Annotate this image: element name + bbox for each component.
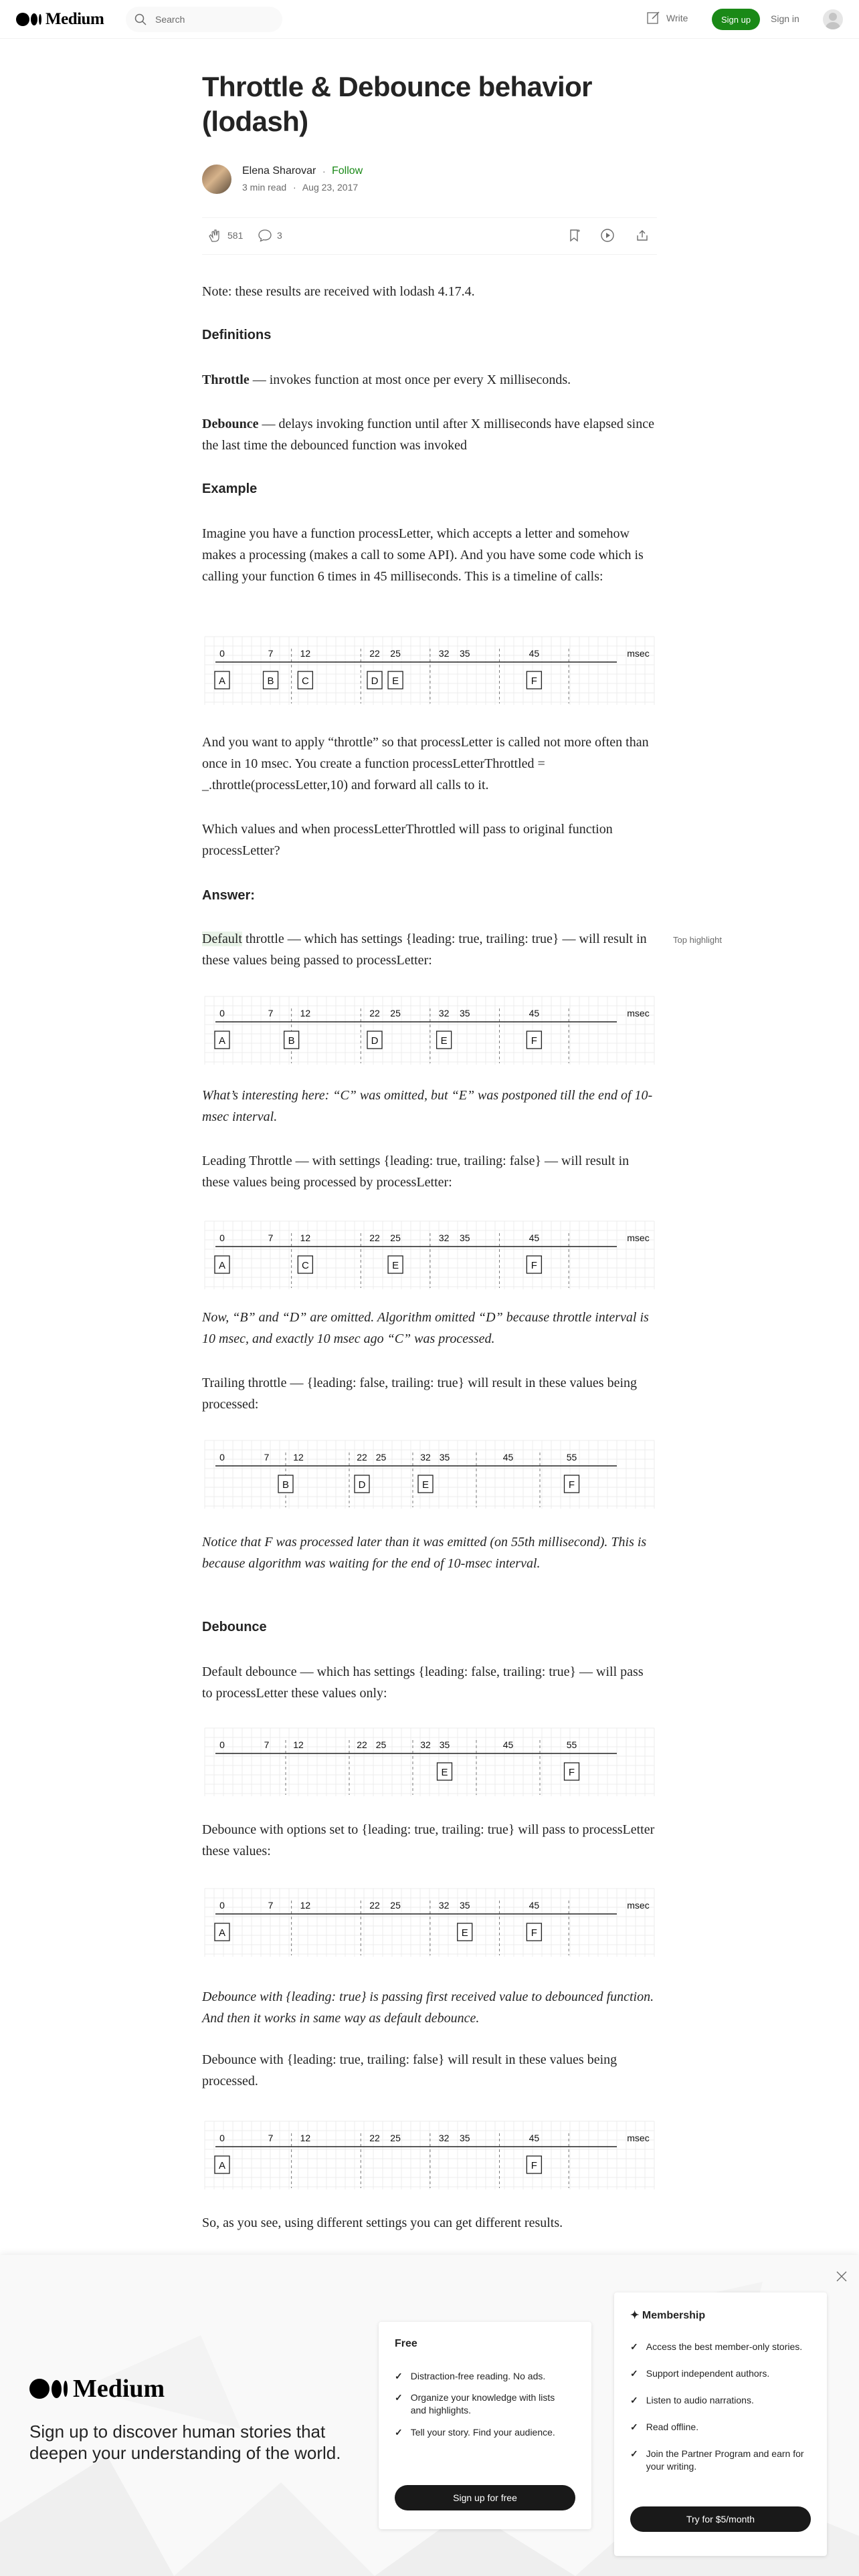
debounce-leading-only-paragraph: Debounce with {leading: true, trailing: false} will result in these values being processed. (202, 2052, 617, 2088)
default-throttle-text: throttle — which has settings {leading: true, trailing: true} — will result in these values being passed to processLetter: (202, 932, 647, 968)
tick-label: 22 (369, 1900, 380, 1911)
tick-label: 0 (219, 2133, 225, 2143)
tick-label: 45 (529, 648, 540, 659)
membership-feature: ✓ Join the Partner Program and earn for your writing. (630, 2448, 804, 2472)
membership-feature: ✓ Access the best member-only stories. (630, 2341, 803, 2352)
tick-label: 0 (219, 1900, 225, 1911)
search-input[interactable] (154, 13, 270, 25)
check-icon: ✓ (630, 2448, 638, 2459)
grid (205, 1221, 654, 1289)
interesting-paragraph: What’s interesting here: “C” was omitted, but “E” was postponed till the end of 10-msec interval. (202, 1088, 653, 1124)
separator-dot: · (322, 166, 326, 177)
membership-title: ✦ Membership (630, 2310, 706, 2321)
grid (205, 996, 654, 1065)
call-letter: E (421, 1479, 430, 1491)
follow-button[interactable]: Follow (332, 165, 363, 177)
share-icon (634, 227, 650, 243)
call-letter: A (218, 1927, 226, 1939)
notice-paragraph: Notice that F was processed later than it was emitted (on 55th millisecond). This is because algorithm was waiting for the end of 10-msec interval. (202, 1535, 647, 1571)
tick-label: 25 (390, 1008, 401, 1018)
tick-label: 7 (264, 1739, 270, 1750)
highlighted-word[interactable]: Default (202, 932, 242, 946)
call-letter: B (267, 675, 274, 687)
free-feature: ✓ Organize your knowledge with lists and highlights. (395, 2392, 555, 2416)
medium-logo-icon (29, 2379, 68, 2399)
write-button[interactable] (646, 11, 688, 25)
tick-label: 22 (369, 1232, 380, 1243)
tick-label: 12 (300, 1232, 311, 1243)
star-icon: ✦ (630, 2310, 640, 2321)
tick-label: 35 (459, 1232, 470, 1243)
check-icon: ✓ (395, 2427, 403, 2438)
tick-label: 25 (375, 1739, 387, 1750)
membership-feature: ✓ Support independent authors. (630, 2368, 770, 2379)
heading-debounce: Debounce (202, 1620, 267, 1634)
call-letter: C (301, 675, 309, 687)
tick-label: 7 (268, 1900, 274, 1911)
call-letter: D (371, 675, 379, 687)
heading-definitions: Definitions (202, 328, 272, 342)
timeline-diagram-default-throttle (202, 994, 657, 1067)
tick-label: 0 (219, 648, 225, 659)
tick-label: 22 (357, 1452, 367, 1463)
question-paragraph: Which values and when processLetterThrottled will pass to original function processLetter? (202, 822, 613, 858)
tick-label: 35 (459, 2133, 470, 2143)
author-avatar[interactable] (202, 165, 231, 194)
overlay-tagline: Sign up to discover human stories that deepen your understanding of the world. (29, 2422, 341, 2463)
tick-label: 12 (300, 1008, 311, 1018)
tick-label: 55 (566, 1739, 577, 1750)
call-letter: E (392, 1260, 399, 1271)
example-paragraph: Imagine you have a function processLetter, which accepts a letter and somehow makes a processing (makes a call to some API). And you have some code which is calling your function 6 times in 45 milliseconds. This is a timeline of calls: (202, 526, 644, 584)
clap-button[interactable] (207, 227, 243, 243)
tick-label: 0 (219, 1232, 225, 1243)
call-letter: F (531, 1927, 537, 1939)
tick-label: 7 (268, 2133, 274, 2143)
tick-label: 32 (438, 1008, 450, 1018)
call-letter: E (440, 1035, 448, 1047)
call-letter: F (531, 1260, 537, 1271)
tick-label: 25 (375, 1452, 387, 1463)
call-letter: E (441, 1767, 448, 1778)
tick-label: 45 (529, 2133, 540, 2143)
debounce-def-text: — delays invoking function until after X milliseconds have elapsed since the last time the debounced function was invoked (202, 417, 654, 453)
grid (205, 637, 654, 705)
tick-label: 25 (390, 648, 401, 659)
tick-label: 22 (369, 648, 380, 659)
call-letter: A (218, 1260, 226, 1271)
default-throttle-paragraph (202, 928, 657, 971)
medium-logo-icon (16, 13, 41, 26)
grid (205, 2121, 654, 2189)
publish-date: Aug 23, 2017 (302, 182, 359, 193)
tick-label: 12 (300, 2133, 311, 2143)
tick-label: 12 (293, 1452, 304, 1463)
tick-label: 45 (529, 1008, 540, 1018)
signup-button[interactable]: Sign up (712, 9, 760, 30)
top-navigation (0, 0, 859, 39)
free-plan-card (379, 2322, 591, 2529)
unit-label: msec (627, 1900, 650, 1911)
tick-label: 25 (390, 1900, 401, 1911)
call-letter: D (371, 1035, 379, 1047)
tick-label: 55 (566, 1452, 577, 1463)
top-highlight-label: Top highlight (673, 935, 722, 945)
signin-link[interactable]: Sign in (771, 13, 799, 24)
tick-label: 25 (390, 1232, 401, 1243)
call-letter: C (301, 1260, 309, 1271)
call-letter: F (568, 1767, 575, 1778)
tick-label: 32 (438, 648, 450, 659)
responses-button[interactable] (257, 227, 282, 243)
bookmark-icon (566, 227, 582, 243)
tick-label: 45 (529, 1232, 540, 1243)
tick-label: 35 (459, 648, 470, 659)
tick-label: 7 (268, 1232, 274, 1243)
check-icon: ✓ (630, 2422, 638, 2432)
debounce-term: Debounce (202, 417, 259, 431)
timeline-diagram-leading-throttle (202, 1218, 657, 1292)
membership-button[interactable]: Try for $5/month (630, 2506, 811, 2532)
tick-label: 22 (369, 1008, 380, 1018)
tick-label: 45 (502, 1739, 514, 1750)
throttle-def-text: — invokes function at most once per every X milliseconds. (249, 372, 571, 387)
tick-label: 22 (369, 2133, 380, 2143)
apply-paragraph: And you want to apply “throttle” so that processLetter is called not more often than once in 10 msec. You create a function processLetterThrottled = _.throttle(processLetter,10) and forward all calls to it. (202, 735, 649, 792)
free-feature: ✓ Distraction-free reading. No ads. (395, 2371, 546, 2381)
author-name[interactable]: Elena Sharovar (242, 165, 316, 177)
timeline-diagram-default-debounce (202, 1725, 657, 1799)
clap-count: 581 (227, 230, 244, 241)
bookmark-button[interactable] (566, 227, 582, 243)
tick-label: 12 (300, 1900, 311, 1911)
timeline-diagram-trailing-throttle (202, 1438, 657, 1511)
tick-label: 35 (439, 1452, 450, 1463)
call-letter: E (392, 675, 399, 687)
write-icon (646, 11, 661, 25)
play-icon (599, 227, 615, 243)
tick-label: 35 (439, 1739, 450, 1750)
free-plan-title: Free (395, 2338, 417, 2349)
overlay-logo-text: Medium (73, 2375, 165, 2403)
grid (205, 1728, 654, 1796)
check-icon: ✓ (630, 2395, 638, 2405)
check-icon: ✓ (395, 2392, 403, 2403)
tick-label: 32 (420, 1452, 431, 1463)
tick-label: 32 (438, 2133, 450, 2143)
tick-label: 0 (219, 1452, 225, 1463)
read-time: 3 min read (242, 182, 287, 193)
tick-label: 12 (293, 1739, 304, 1750)
separator-dot: · (293, 182, 296, 193)
unit-label: msec (627, 1232, 650, 1243)
membership-feature: ✓ Read offline. (630, 2422, 699, 2432)
note-paragraph: Note: these results are received with lodash 4.17.4. (202, 284, 475, 299)
check-icon: ✓ (630, 2368, 638, 2379)
tick-label: 7 (268, 1008, 274, 1018)
check-icon: ✓ (395, 2371, 403, 2381)
throttle-definition (202, 369, 657, 391)
share-button[interactable] (634, 227, 650, 243)
clap-icon (207, 227, 223, 243)
signup-free-button[interactable]: Sign up for free (395, 2485, 575, 2510)
trailing-throttle-paragraph: Trailing throttle — {leading: false, trailing: true} will result in these values being processed: (202, 1376, 637, 1412)
tick-label: 45 (502, 1452, 514, 1463)
omitted-paragraph: Now, “B” and “D” are omitted. Algorithm omitted “D” because throttle interval is 10 msec, and exactly 10 msec ago “C” was processed. (202, 1310, 649, 1346)
timeline-diagram-debounce-leading-trailing (202, 1886, 657, 1959)
tick-label: 0 (219, 1739, 225, 1750)
write-label: Write (666, 13, 688, 23)
article-meta (242, 182, 358, 193)
call-letter: B (282, 1479, 290, 1491)
call-letter: A (218, 2160, 226, 2171)
call-letter: B (288, 1035, 295, 1047)
leading-throttle-paragraph: Leading Throttle — with settings {leading: true, trailing: false} — will result in these values being processed by processLetter: (202, 1154, 630, 1190)
call-letter: A (218, 675, 226, 687)
tick-label: 0 (219, 1008, 225, 1018)
membership-plan-card (614, 2292, 827, 2556)
debounce-options-paragraph: Debounce with options set to {leading: true, trailing: true} will pass to processLetter these values: (202, 1822, 655, 1858)
logo-text: Medium (45, 10, 104, 28)
debounce-definition (202, 413, 657, 456)
heading-example: Example (202, 481, 258, 496)
call-letter: F (531, 2160, 537, 2171)
medium-logo[interactable] (16, 9, 104, 29)
call-letter: D (358, 1479, 366, 1491)
signup-overlay (0, 2255, 859, 2576)
call-letter: F (568, 1479, 575, 1491)
check-icon: ✓ (630, 2341, 638, 2352)
comment-icon (257, 227, 273, 243)
call-letter: F (531, 1035, 537, 1047)
tick-label: 32 (420, 1739, 431, 1750)
search-icon (134, 13, 147, 26)
conclusion-paragraph: So, as you see, using different settings you can get different results. (202, 2216, 563, 2230)
author-info (202, 163, 657, 195)
tick-label: 25 (390, 2133, 401, 2143)
unit-label: msec (627, 1008, 650, 1018)
tick-label: 35 (459, 1900, 470, 1911)
call-letter: E (461, 1927, 468, 1939)
free-feature: ✓ Tell your story. Find your audience. (395, 2427, 555, 2438)
tick-label: 7 (268, 648, 274, 659)
response-count: 3 (277, 230, 282, 241)
user-avatar-icon[interactable] (823, 9, 843, 29)
call-letter: F (531, 675, 537, 687)
tick-label: 7 (264, 1452, 270, 1463)
action-bar (202, 217, 657, 255)
heading-answer: Answer: (202, 888, 255, 903)
debounce-leading-note: Debounce with {leading: true} is passing first received value to debounced function. And then it works in same way as default debounce. (202, 1990, 654, 2026)
tick-label: 35 (459, 1008, 470, 1018)
unit-label: msec (627, 648, 650, 659)
tick-label: 32 (438, 1232, 450, 1243)
tick-label: 45 (529, 1900, 540, 1911)
tick-label: 32 (438, 1900, 450, 1911)
article-title: Throttle & Debounce behavior (lodash) (202, 71, 592, 137)
close-icon[interactable] (834, 2268, 850, 2284)
listen-button[interactable] (599, 227, 615, 243)
membership-feature: ✓ Listen to audio narrations. (630, 2395, 754, 2405)
overlay-medium-logo (29, 2374, 165, 2403)
call-letter: A (218, 1035, 226, 1047)
grid (205, 1889, 654, 1957)
unit-label: msec (627, 2133, 650, 2143)
search-bar[interactable] (126, 7, 282, 32)
timeline-diagram-debounce-leading-only (202, 2119, 657, 2192)
timeline-diagram-calls (202, 634, 657, 708)
throttle-term: Throttle (202, 372, 250, 387)
tick-label: 12 (300, 648, 311, 659)
default-debounce-paragraph: Default debounce — which has settings {leading: false, trailing: true} — will pass to processLetter these values only: (202, 1665, 644, 1701)
tick-label: 22 (357, 1739, 367, 1750)
grid (205, 1440, 654, 1509)
